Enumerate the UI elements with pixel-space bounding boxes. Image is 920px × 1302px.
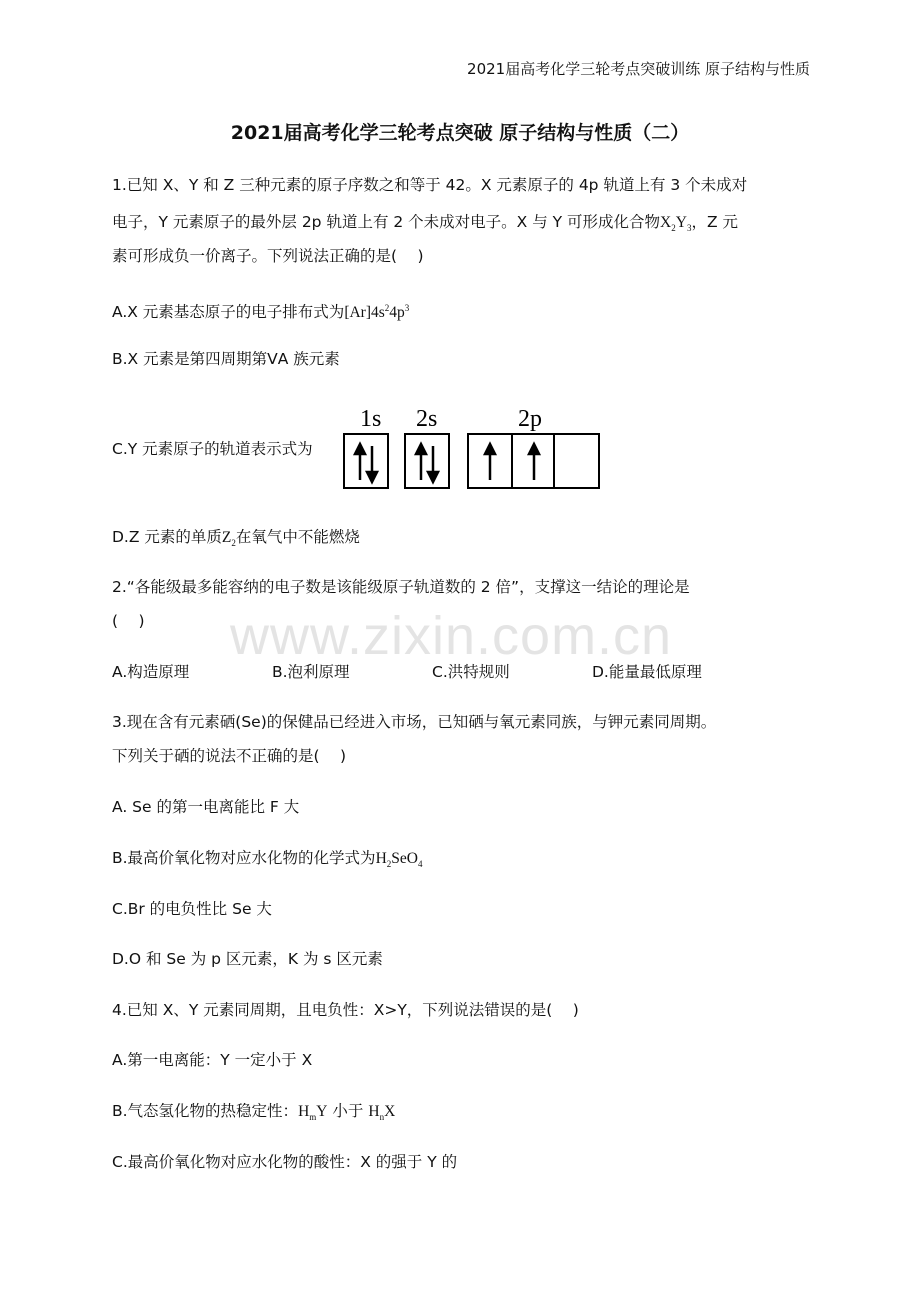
q1-option-a[interactable]: A.X 元素基态原子的电子排布式为$[Ar]4s^24p^3$ (112, 303, 410, 322)
q3-option-b[interactable]: B.最高价氧化物对应水化物的化学式为$H_2SeO_4$ (112, 849, 423, 870)
q3-option-c[interactable]: C.Br 的电负性比 Se 大 (112, 900, 272, 918)
q2-option-c[interactable]: C.洪特规则 (432, 663, 510, 681)
q4-option-a[interactable]: A.第一电离能：Y 一定小于 X (112, 1051, 313, 1069)
orbital-diagram (338, 398, 603, 493)
q2-stem-line2: ( ) (112, 612, 145, 630)
orbital-box-1s (344, 434, 388, 488)
q3-option-a[interactable]: A. Se 的第一电离能比 F 大 (112, 798, 300, 816)
q1-option-b[interactable]: B.X 元素是第四周期第ⅤA 族元素 (112, 350, 340, 368)
q3-stem-line1: 3.现在含有元素硒(Se)的保健品已经进入市场，已知硒与氧元素同族，与钾元素同周期。 (112, 713, 717, 731)
label-1s: 1s (360, 406, 382, 432)
q2-stem-line1: 2.“各能级最多能容纳的电子数是该能级原子轨道数的 2 倍”，支撑这一结论的理论是 (112, 578, 690, 596)
q2-option-b[interactable]: B.泡利原理 (272, 663, 350, 681)
orbital-box-2s (405, 434, 449, 488)
q1-option-c[interactable]: C.Y 元素原子的轨道表示式为 (112, 440, 313, 458)
q4-stem: 4.已知 X、Y 元素同周期，且电负性：X>Y，下列说法错误的是( ) (112, 1001, 579, 1019)
q2-option-a[interactable]: A.构造原理 (112, 663, 190, 681)
q1-stem-line2: 电子，Y 元素原子的最外层 2p 轨道上有 2 个未成对电子。X 与 Y 可形成化合物$X_2Y_3$，Z 元 (112, 213, 738, 234)
q2-options (112, 662, 752, 682)
page-header: 2021届高考化学三轮考点突破训练 原子结构与性质 (467, 60, 810, 78)
label-2p: 2p (518, 406, 542, 432)
page-title: 2021届高考化学三轮考点突破 原子结构与性质（二） (230, 122, 690, 144)
q1-stem-line1: 1.已知 X、Y 和 Z 三种元素的原子序数之和等于 42。X 元素原子的 4p 轨道上有 3 个未成对 (112, 176, 748, 194)
q1-option-d[interactable]: D.Z 元素的单质$Z_2$在氧气中不能燃烧 (112, 528, 360, 549)
watermark: www.zixin.com.cn (230, 606, 673, 666)
label-2s: 2s (416, 406, 438, 432)
q1-stem-line3: 素可形成负一价离子。下列说法正确的是( ) (112, 247, 424, 265)
q3-stem-line2: 下列关于硒的说法不正确的是( ) (112, 747, 347, 765)
q4-option-c[interactable]: C.最高价氧化物对应水化物的酸性：X 的强于 Y 的 (112, 1153, 458, 1171)
q4-option-b[interactable]: B.气态氢化物的热稳定性：$H_mY$ 小于 $H_nX$ (112, 1102, 396, 1123)
q2-option-d[interactable]: D.能量最低原理 (592, 663, 702, 681)
q3-option-d[interactable]: D.O 和 Se 为 p 区元素，K 为 s 区元素 (112, 950, 383, 968)
